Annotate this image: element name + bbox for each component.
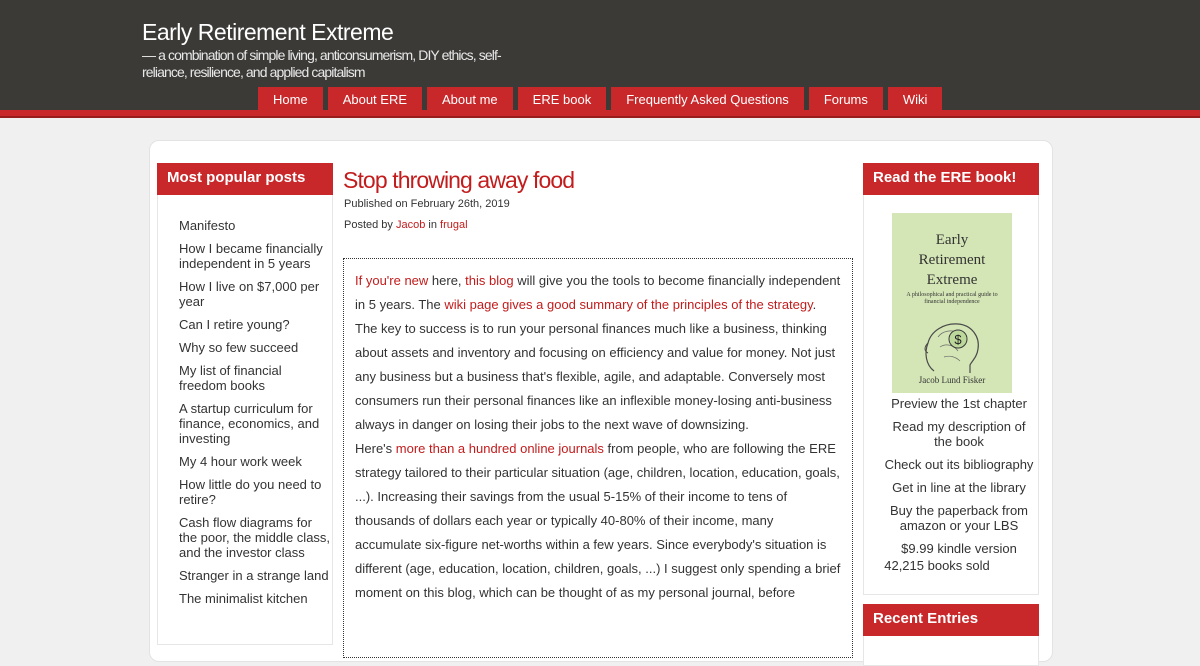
posted-by-label: Posted by (344, 219, 393, 231)
site-tagline: — a combination of simple living, anticonsumerism, DIY ethics, self-reliance, resilience, and applied capitalism (142, 47, 501, 80)
intro-paragraph-2 (355, 437, 841, 605)
header-divider-shadow (0, 116, 1200, 118)
this-blog-link[interactable]: this blog (465, 273, 514, 288)
book-link-paperback[interactable]: Buy the paperback from amazon or your LBS (889, 503, 1029, 533)
popular-posts-heading: Most popular posts (157, 163, 333, 195)
site-title[interactable]: Early Retirement Extreme (142, 19, 394, 45)
cover-head-illustration (912, 307, 992, 377)
cover-title-line: Early (935, 232, 969, 248)
cover-title-line: Retirement (918, 252, 986, 268)
popular-post-link[interactable]: My 4 hour work week (179, 454, 302, 469)
if-new-link[interactable]: If you're new (355, 273, 429, 288)
intro-paragraph-1 (355, 269, 841, 437)
book-link-preview[interactable]: Preview the 1st chapter (891, 396, 1027, 411)
nav-forums[interactable]: Forums (809, 87, 883, 112)
main-nav (258, 87, 942, 112)
ere-book-heading: Read the ERE book! (863, 163, 1039, 195)
recent-entries-widget (863, 604, 1039, 666)
popular-post-link[interactable]: How I became financially independent in 5 years (179, 241, 323, 271)
post-title[interactable]: Stop throwing away food (343, 167, 575, 193)
nav-faq[interactable]: Frequently Asked Questions (611, 87, 804, 112)
in-label: in (428, 219, 437, 231)
book-cover-image[interactable] (892, 213, 1012, 393)
nav-ere-book[interactable]: ERE book (518, 87, 607, 112)
text: Here's (355, 441, 396, 456)
cover-subtitle: A philosophical and practical guide to financial independence (906, 292, 998, 305)
book-link-kindle[interactable]: $9.99 kindle version (901, 541, 1017, 556)
nav-home[interactable]: Home (258, 87, 323, 112)
popular-post-link[interactable]: My list of financial freedom books (179, 363, 282, 393)
category-link[interactable]: frugal (440, 219, 468, 231)
books-sold-count: 42,215 books sold (884, 558, 990, 573)
cover-title-line: Extreme (926, 272, 978, 288)
text: will give you the tools to become financially independent in 5 years. The (355, 273, 841, 312)
popular-post-link[interactable]: Cash flow diagrams for the poor, the middle class, and the investor class (179, 515, 331, 560)
book-link-description[interactable]: Read my description of the book (892, 419, 1026, 449)
nav-about-me[interactable]: About me (427, 87, 513, 112)
book-link-library[interactable]: Get in line at the library (892, 480, 1026, 495)
popular-post-link[interactable]: How I live on $7,000 per year (179, 279, 320, 309)
popular-post-link[interactable]: How little do you need to retire? (179, 477, 322, 507)
author-link[interactable]: Jacob (395, 219, 426, 231)
book-link-bibliography[interactable]: Check out its bibliography (884, 457, 1034, 472)
cover-author: Jacob Lund Fisker (918, 375, 986, 385)
book-links-list (864, 396, 1054, 581)
svg-text:$: $ (954, 332, 962, 347)
wiki-summary-link[interactable]: wiki page gives a good summary of the principles of the strategy (444, 297, 813, 312)
post-intro-box (343, 258, 853, 658)
nav-wiki[interactable]: Wiki (888, 87, 943, 112)
post-published-date: Published on February 26th, 2019 (344, 198, 510, 210)
popular-post-link[interactable]: Stranger in a strange land (179, 568, 329, 583)
text: here, (428, 273, 466, 288)
popular-posts-list (179, 218, 331, 614)
popular-post-link[interactable]: Manifesto (179, 218, 236, 233)
online-journals-link[interactable]: more than a hundred online journals (395, 441, 604, 456)
popular-post-link[interactable]: Can I retire young? (179, 317, 290, 332)
recent-entries-heading: Recent Entries (863, 604, 1039, 636)
popular-post-link[interactable]: A startup curriculum for finance, economics, and investing (179, 401, 320, 446)
popular-post-link[interactable]: The minimalist kitchen (179, 591, 308, 606)
nav-about-ere[interactable]: About ERE (328, 87, 422, 112)
site-header (0, 0, 1200, 110)
popular-post-link[interactable]: Why so few succeed (179, 340, 299, 355)
post-byline (344, 219, 468, 231)
text: from people, who are following the ERE strategy tailored to their particular situation (age, children, location, education, goals, ...). Increasing their savings from the usual 5-15% of their income to tens of thousands of dollars each year or typically 40-80% of their income, many accumulate six-figure net-worths within a few years. Since everybody's situation is different (age, education, location, children, goals, ...) I suggest only spending a brief moment on this blog, which can be thought of as my personal journal, before (355, 441, 841, 600)
text: . The key to success is to run your personal finances much like a business, thinking about assets and inventory and focusing on efficiency and value for money. Not just any business but a business that's flexible, agile, and adaptable. Conversely most consumers run their personal finances like an inflexible money-losing anti-business always in danger on losing their jobs to the next wave of downsizing. (355, 297, 836, 432)
popular-posts-widget (157, 163, 333, 645)
